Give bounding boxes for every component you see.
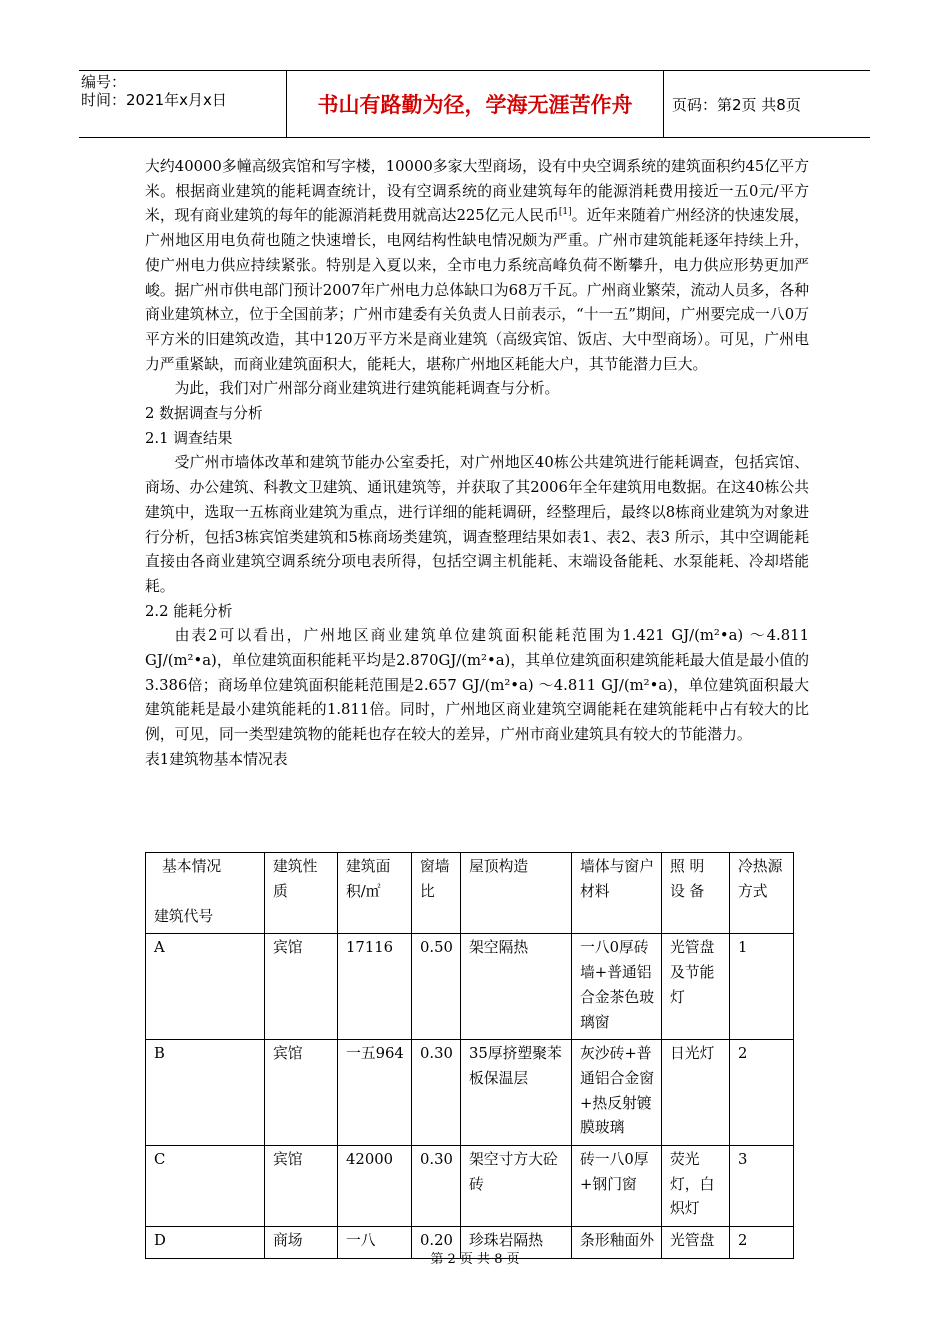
table-row (146, 934, 794, 1040)
cell-wall: 砖一八0厚+钢门窗 (572, 1146, 662, 1227)
header-motto: 书山有路勤为径，学海无涯苦作舟 (287, 71, 664, 137)
cell-code: A (146, 934, 265, 1040)
cell-type: 商场 (265, 1227, 338, 1259)
header-page-label: 页码：第2页 共8页 (672, 95, 801, 114)
cell-wall: 条形釉面外 (572, 1227, 662, 1259)
paragraph-text: 大约40000多幢高级宾馆和写字楼，10000多家大型商场，设有中央空调系统的建筑面积约45亿平方米。根据商业建筑的能耗调查统计，设有空调系统的商业建筑每年的能源消耗费用接近一五0元/平方米，现有商业建筑的每年的能源消耗费用就高达225亿元人民币 (145, 158, 809, 225)
cell-wall: 一八0厚砖墙+普通铝合金茶色玻璃窗 (572, 934, 662, 1040)
document-date-label: 时间：2021年x月x日 (81, 91, 227, 109)
paragraph: 为此，我们对广州部分商业建筑进行建筑能耗调查与分析。 (174, 380, 560, 398)
subsection-heading: 2.1 调查结果 (145, 429, 233, 447)
paragraph (145, 155, 809, 377)
table-row (146, 1040, 794, 1146)
cell-ratio: 0.30 (412, 1040, 461, 1146)
subsection-heading: 2.2 能耗分析 (145, 602, 233, 620)
header-bottom-label: 建筑代号 (154, 907, 214, 925)
cell-source: 3 (730, 1146, 794, 1227)
cell-light: 光管盘 (662, 1227, 730, 1259)
cell-type: 宾馆 (265, 934, 338, 1040)
paragraph: 由表2可以看出，广州地区商业建筑单位建筑面积能耗范围为1.421 GJ/(m²•a) ～4.811 GJ/(m²•a)，单位建筑面积能耗平均是2.870GJ/(m²•a)，其单位建筑面积建筑能耗最大值是最小值的3.386倍；商场单位建筑面积能耗范围是2.657 GJ/(m²•a) ～4.811 GJ/(m²•a)，单位建筑面积最大建筑能耗是最小建筑能耗的1.811倍。同时，广州地区商业建筑空调能耗在建筑能耗中占有较大的比例，可见，同一类型建筑物的能耗也存在较大的差异，广州市商业建筑具有较大的节能潜力。 (145, 627, 809, 744)
table-row (146, 1146, 794, 1227)
header-cell-diagonal (146, 853, 265, 934)
header-cell: 窗墙比 (412, 853, 461, 934)
cell-roof: 架空隔热 (461, 934, 572, 1040)
header-cell: 建筑性质 (265, 853, 338, 934)
cell-ratio: 0.30 (412, 1146, 461, 1227)
section-heading: 2 数据调查与分析 (145, 405, 263, 423)
cell-code: B (146, 1040, 265, 1146)
cell-type: 宾馆 (265, 1146, 338, 1227)
citation-ref: [1] (558, 207, 572, 218)
header-top-label: 基本情况 (162, 858, 222, 875)
cell-roof: 35厚挤塑聚苯板保温层 (461, 1040, 572, 1146)
cell-source: 1 (730, 934, 794, 1040)
paragraph: 受广州市墙体改革和建筑节能办公室委托，对广州地区40栋公共建筑进行能耗调查，包括宾馆、商场、办公建筑、科教文卫建筑、通讯建筑等，并获取了其2006年全年建筑用电数据。在这40栋公共建筑中，选取一五栋商业建筑为重点，进行详细的能耗调研，经整理后，最终以8栋商业建筑为对象进行分析，包括3栋宾馆类建筑和5栋商场类建筑，调查整理结果如表1、表2、表3 所示，其中空调能耗直接由各商业建筑空调系统分项电表所得，包括空调主机能耗、末端设备能耗、水泵能耗、冷却塔能耗。 (145, 454, 809, 595)
header-meta (79, 71, 287, 137)
cell-type: 宾馆 (265, 1040, 338, 1146)
cell-ratio: 0.50 (412, 934, 461, 1040)
cell-area: 42000 (338, 1146, 412, 1227)
document-number-label: 编号： (81, 73, 127, 91)
building-info-table (145, 852, 794, 1259)
cell-light: 光管盘及节能灯 (662, 934, 730, 1040)
cell-light: 荧光灯，白炽灯 (662, 1146, 730, 1227)
paragraph-text: 。近年来随着广州经济的快速发展，广州地区用电负荷也随之快速增长，电网结构性缺电情况颇为严重。广州市建筑能耗逐年持续上升，使广州电力供应持续紧张。特别是入夏以来，全市电力系统高峰负荷不断攀升，电力供应形势更加严峻。据广州市供电部门预计2007年广州电力总体缺口为68万千瓦。广州商业繁荣，流动人员多，各种商业建筑林立，位于全国前茅；广州市建委有关负责人日前表示，“十一五”期间，广州要完成一八0万平方米的旧建筑改造，其中120万平方米是商业建筑（高级宾馆、饭店、大中型商场）。可见，广州电力严重紧缺，而商业建筑面积大，能耗大，堪称广州地区耗能大户，其节能潜力巨大。 (145, 207, 809, 373)
page-header (79, 70, 870, 138)
table-caption: 表1建筑物基本情况表 (145, 750, 288, 768)
header-cell: 冷热源方式 (730, 853, 794, 934)
page-footer: 第 2 页 共 8 页 (430, 1252, 520, 1267)
header-cell: 屋顶构造 (461, 853, 572, 934)
cell-area: 17116 (338, 934, 412, 1040)
cell-code: D (146, 1227, 265, 1259)
table-header-row (146, 853, 794, 934)
cell-area: 一五964 (338, 1040, 412, 1146)
document-body (145, 155, 809, 773)
header-cell: 墙体与窗户材料 (572, 853, 662, 934)
cell-light: 日光灯 (662, 1040, 730, 1146)
cell-roof: 珍珠岩隔热 (461, 1227, 572, 1259)
header-cell: 照 明 设 备 (662, 853, 730, 934)
header-cell: 建筑面积/㎡ (338, 853, 412, 934)
cell-code: C (146, 1146, 265, 1227)
cell-ratio: 0.20 (412, 1227, 461, 1259)
cell-area: 一八 (338, 1227, 412, 1259)
cell-wall: 灰沙砖+普通铝合金窗+热反射镀膜玻璃 (572, 1040, 662, 1146)
cell-source: 2 (730, 1227, 794, 1259)
cell-roof: 架空寸方大砼砖 (461, 1146, 572, 1227)
cell-source: 2 (730, 1040, 794, 1146)
